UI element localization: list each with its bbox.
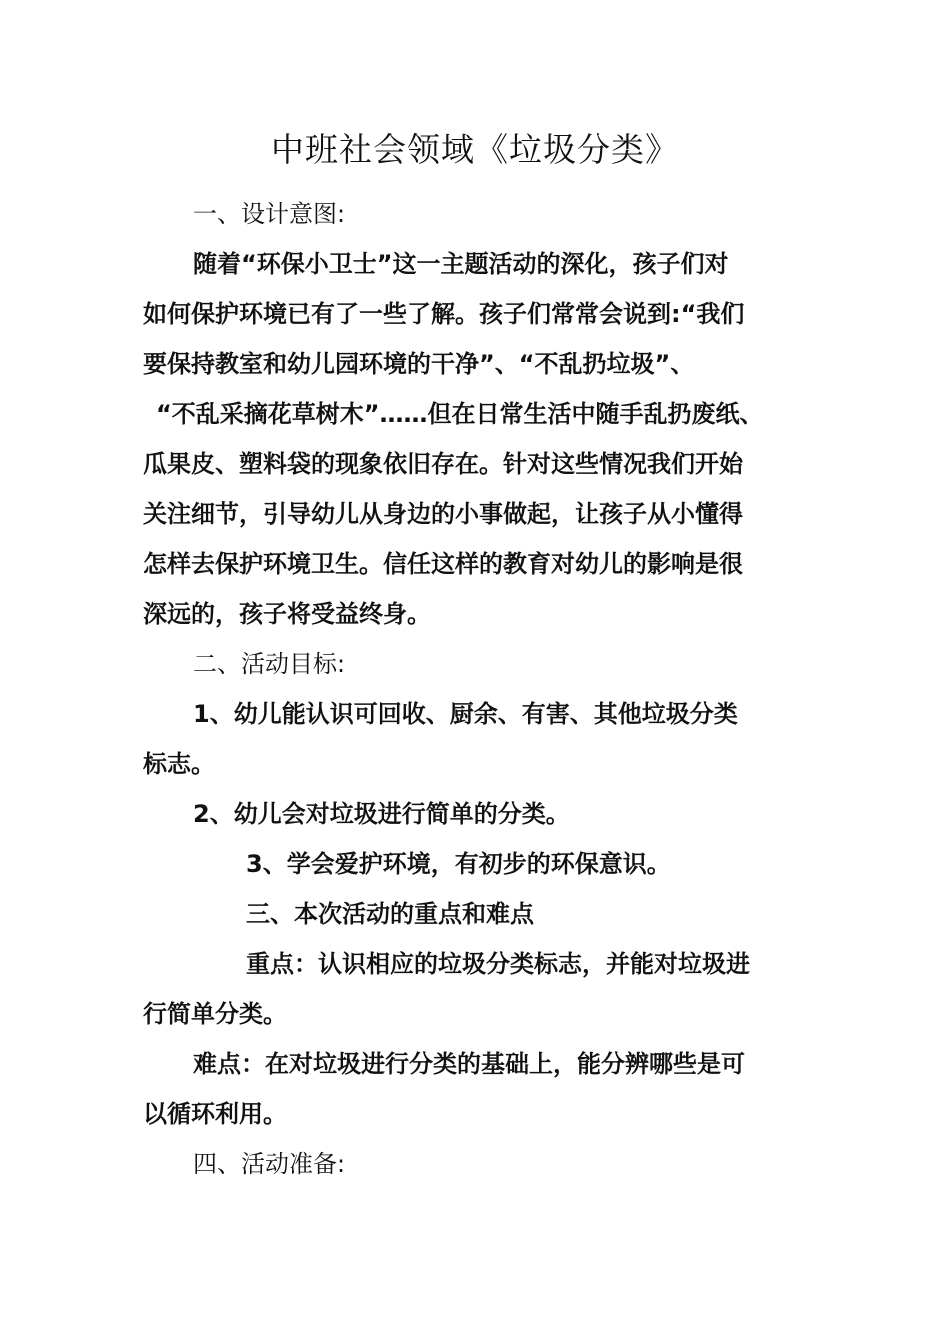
section1-line: 如何保护环境已有了一些了解。孩子们常常会说到:“我们	[143, 300, 745, 328]
key-point-line-2: 行简单分类。	[143, 1000, 287, 1028]
section1-line: 要保持教室和幼儿园环境的干净”、“不乱扔垃圾”、	[143, 350, 695, 378]
section1-line: 随着“环保小卫士”这一主题活动的深化，孩子们对	[193, 250, 729, 278]
section1-line: “不乱采摘花草树木”……但在日常生活中随手乱扔废纸、	[156, 400, 764, 428]
section1-line: 关注细节，引导幼儿从身边的小事做起，让孩子从小懂得	[143, 500, 743, 528]
section1-heading: 一、设计意图:	[193, 200, 346, 228]
section1-line: 瓜果皮、塑料袋的现象依旧存在。针对这些情况我们开始	[143, 450, 743, 478]
difficulty-line-2: 以循环利用。	[143, 1100, 287, 1128]
goal-1-line-1: 1、幼儿能认识可回收、厨余、有害、其他垃圾分类	[193, 700, 738, 728]
goal-1-line-2: 标志。	[143, 750, 215, 778]
section1-line: 深远的，孩子将受益终身。	[143, 600, 431, 628]
difficulty-line-1: 难点：在对垃圾进行分类的基础上，能分辨哪些是可	[193, 1050, 745, 1078]
section4-heading: 四、活动准备:	[193, 1150, 346, 1178]
section2-heading: 二、活动目标:	[193, 650, 346, 678]
section1-line: 怎样去保护环境卫生。信任这样的教育对幼儿的影响是很	[143, 550, 743, 578]
section3-heading: 三、本次活动的重点和难点	[246, 900, 534, 928]
key-point-line-1: 重点：认识相应的垃圾分类标志，并能对垃圾进	[246, 950, 750, 978]
document-title: 中班社会领域《垃圾分类》	[271, 130, 679, 169]
goal-3: 3、学会爱护环境，有初步的环保意识。	[246, 850, 671, 878]
goal-2: 2、幼儿会对垃圾进行简单的分类。	[193, 800, 570, 828]
